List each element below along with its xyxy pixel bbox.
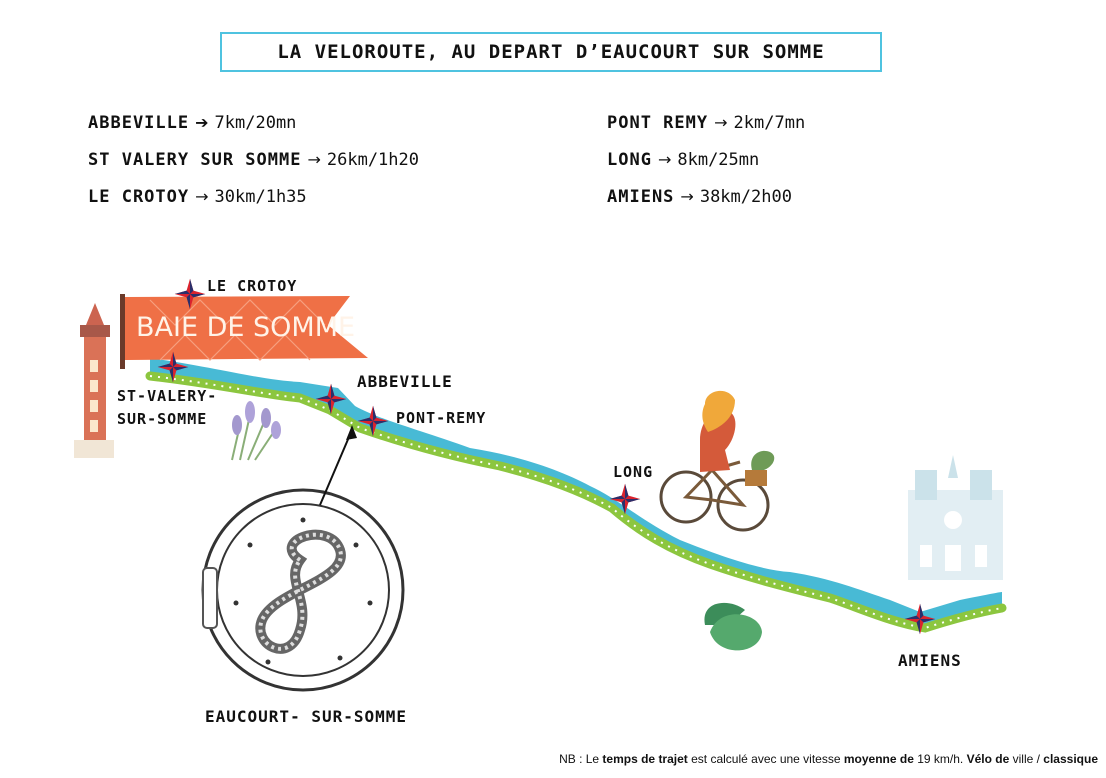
distance-place: ABBEVILLE <box>88 113 190 133</box>
note-bold: Vélo de <box>966 752 1010 766</box>
note-text: 19 km/h. <box>913 752 967 766</box>
distance-value: 30km/1h35 <box>214 187 307 207</box>
label-abbeville: ABBEVILLE <box>357 372 453 391</box>
cathedral-icon <box>908 455 1003 580</box>
distance-place: LONG <box>607 150 652 170</box>
arrow-right-icon: → <box>714 113 728 132</box>
distance-value: 26km/1h20 <box>326 150 419 170</box>
banner-text: BAIE DE SOMME <box>136 312 356 343</box>
page-title: LA VELOROUTE, AU DEPART D’EAUCOURT SUR SOMME <box>220 32 882 72</box>
arrow-right-icon: ➔ <box>195 113 209 132</box>
note-text: est calculé avec une vitesse <box>687 752 844 766</box>
lily-pad-icon <box>704 603 762 651</box>
lavender-icon <box>232 401 281 460</box>
arrow-right-icon: → <box>195 187 209 206</box>
label-long: LONG <box>613 463 654 481</box>
label-st-valery-line1: ST-VALERY- <box>117 387 218 405</box>
note-text: NB : Le <box>559 752 603 766</box>
distance-place: PONT REMY <box>607 113 709 133</box>
footnote <box>559 752 1098 766</box>
distance-place: LE CROTOY <box>88 187 190 207</box>
note-bold: moyenne de <box>843 752 914 766</box>
distance-value: 8km/25mn <box>677 150 760 170</box>
arrow-right-icon: → <box>307 150 321 169</box>
distance-place: AMIENS <box>607 187 675 207</box>
label-pont-remy: PONT-REMY <box>396 409 487 427</box>
lighthouse-icon <box>74 303 114 458</box>
cyclist-illustration <box>661 391 774 530</box>
note-bold: temps de trajet <box>602 752 688 766</box>
distance-value: 7km/20mn <box>214 113 297 133</box>
label-amiens: AMIENS <box>898 651 962 670</box>
distance-value: 38km/2h00 <box>699 187 792 207</box>
arrow-right-icon: → <box>680 187 694 206</box>
note-text: ville / <box>1009 752 1044 766</box>
distance-place: ST VALERY SUR SOMME <box>88 150 302 170</box>
label-st-valery-line2: SUR-SOMME <box>117 410 208 428</box>
arrow-right-icon: → <box>657 150 672 169</box>
label-le-crotoy: LE CROTOY <box>207 277 298 295</box>
note-bold: classique <box>1043 752 1098 766</box>
distance-value: 2km/7mn <box>733 113 806 133</box>
label-eaucourt: EAUCOURT- SUR-SOMME <box>205 707 408 726</box>
